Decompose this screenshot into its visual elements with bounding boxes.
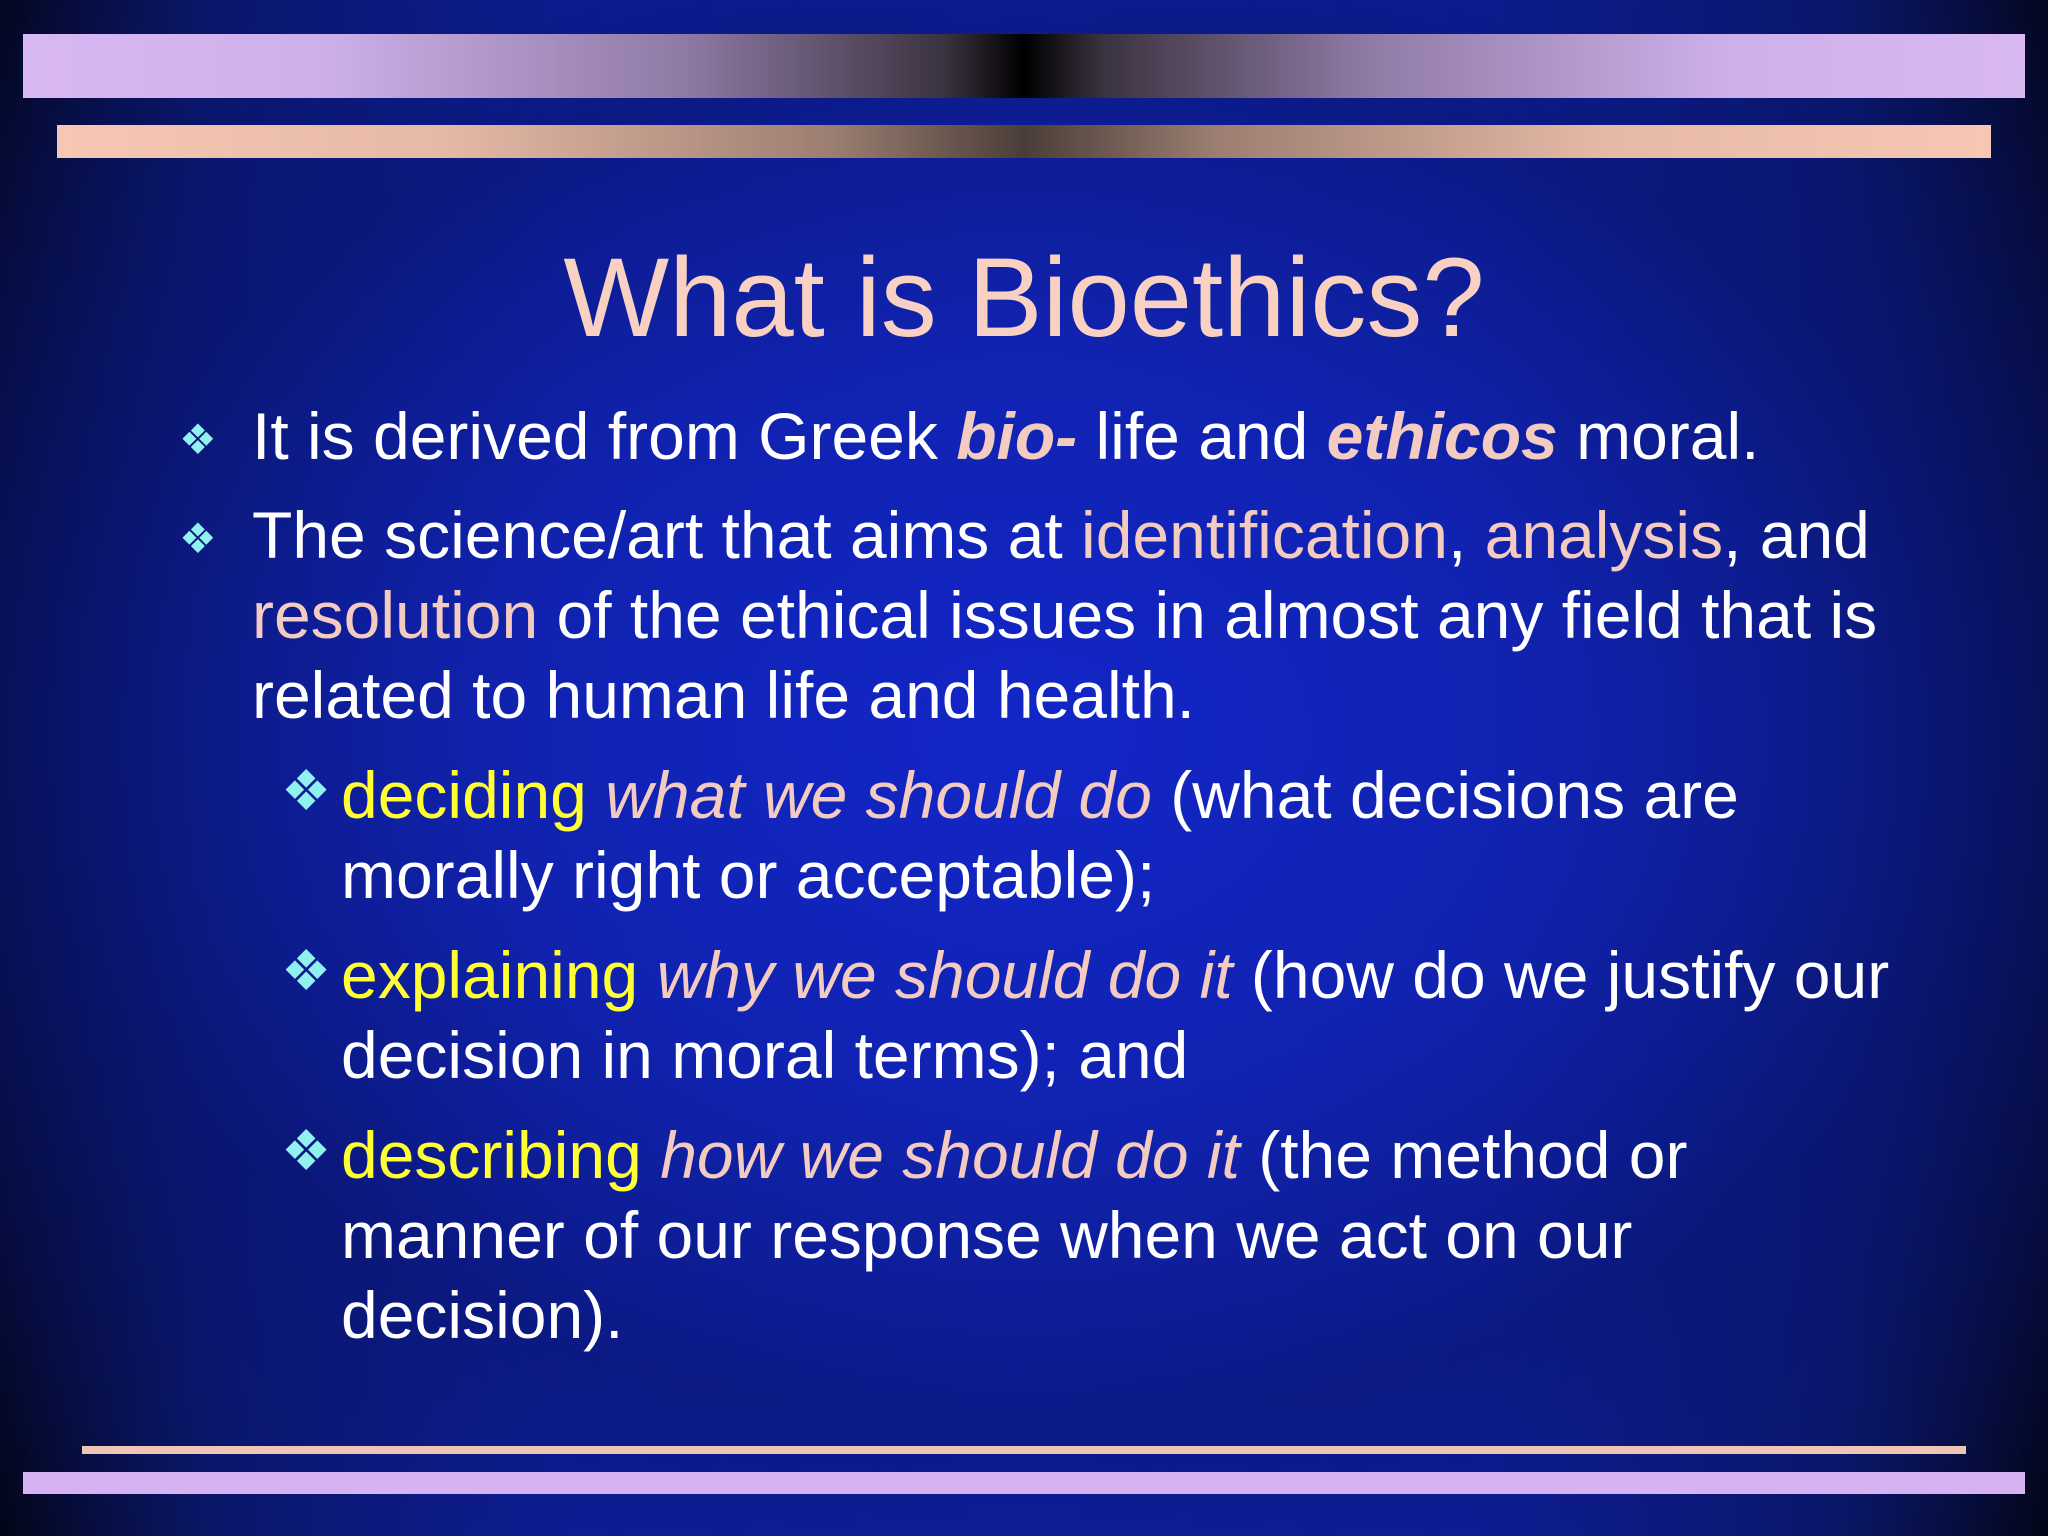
bullet-item-etymology <box>179 396 1952 476</box>
sub-bullet-deciding <box>281 755 1901 915</box>
bullet-text: , <box>1447 498 1485 572</box>
diamond-bullet-icon: ❖ <box>179 515 217 562</box>
emphasis-resolution: resolution <box>252 578 539 652</box>
sub-bullet-text: (what decisions are morally right or acceptable); <box>341 758 1739 912</box>
diamond-bullet-icon: ❖ <box>281 939 332 1002</box>
diamond-bullet-icon: ❖ <box>281 759 332 822</box>
bottom-decorative-line <box>82 1446 1966 1454</box>
sub-bullet-describing <box>281 1115 1901 1355</box>
emphasis-identification: identification <box>1081 498 1448 572</box>
sub-bullet-text: (the method or manner of our response when we act on our decision). <box>341 1118 1688 1352</box>
diamond-bullet-icon: ❖ <box>281 1119 332 1182</box>
bullet-text: The science/art that aims at <box>252 498 1082 572</box>
emphasis-analysis: analysis <box>1484 498 1724 572</box>
bullet-text: It is derived from Greek <box>252 399 957 473</box>
bullet-text: , and <box>1723 498 1870 572</box>
sub-bullet-keyword: explaining <box>341 938 639 1012</box>
sub-bullet-phrase: why we should do it <box>656 938 1233 1012</box>
sub-bullet-keyword: describing <box>341 1118 642 1192</box>
sub-bullet-keyword: deciding <box>341 758 587 832</box>
slide-title: What is Bioethics? <box>563 235 1485 360</box>
bottom-decorative-bar <box>23 1472 2025 1494</box>
sub-bullet-phrase: how we should do it <box>660 1118 1240 1192</box>
bullet-text: of the ethical issues in almost any field that is related to human life and health. <box>252 578 1878 732</box>
sub-bullet-phrase: what we should do <box>605 758 1152 832</box>
bullet-text: moral. <box>1557 399 1760 473</box>
bullet-item-definition <box>179 495 1952 735</box>
sub-bullet-text: (how do we justify our decision in moral terms); and <box>341 938 1890 1092</box>
top-decorative-bar-thin <box>57 125 1991 158</box>
emphasis-bio: bio- <box>956 399 1078 473</box>
bullet-text: life and <box>1077 399 1327 473</box>
diamond-bullet-icon: ❖ <box>179 416 217 463</box>
sub-bullet-explaining <box>281 935 1901 1095</box>
emphasis-ethicos: ethicos <box>1326 399 1558 473</box>
top-decorative-bar <box>23 34 2025 98</box>
